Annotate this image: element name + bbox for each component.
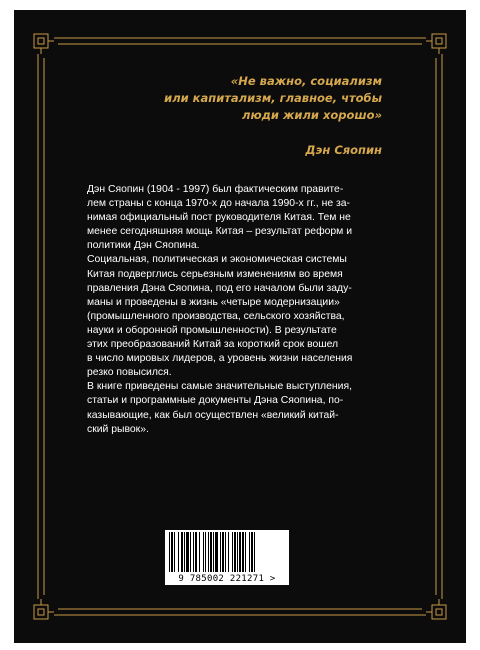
book-description [87, 183, 374, 437]
text-line: маны и проведены в жизнь «четыре модернизации» [87, 296, 340, 308]
text-line: Китая подверглись серьезным изменениям во время [87, 268, 343, 280]
corner-ornament-bl [34, 599, 54, 619]
text-line: (промышленного производства, сельского хозяйства, [87, 310, 345, 322]
text-line: нимая официальный пост руководителя Китая. Тем не [87, 212, 351, 224]
text-line: резко повысился. [87, 367, 172, 379]
text-line: правления Дэна Сяопина, под его началом были заду- [87, 282, 352, 294]
quote-line: «Не важно, социализм [230, 74, 382, 88]
text-line: В книге приведены самые значительные выступления, [87, 381, 352, 393]
text-line: Социальная, политическая и экономическая системы [87, 254, 347, 266]
corner-ornament-br [426, 599, 446, 619]
quote-line: или капитализм, главное, чтобы [164, 91, 382, 105]
quote-author: Дэн Сяопин [305, 143, 382, 157]
isbn-barcode [165, 530, 289, 585]
description-paragraph-3 [87, 380, 374, 436]
text-line: лем страны с конца 1970-х до начала 1990-х гг., не за- [87, 198, 350, 210]
text-line: статьи и программные документы Дэна Сяопина, по- [87, 395, 344, 407]
corner-ornament-tl [34, 34, 54, 54]
corner-ornament-tr [426, 34, 446, 54]
text-line: казывающие, как был осуществлен «великий китай- [87, 409, 339, 421]
description-paragraph-1 [87, 183, 374, 253]
text-line: Дэн Сяопин (1904 - 1997) был фактическим правите- [87, 184, 344, 195]
text-line: этих преобразований Китай за короткий срок вошел [87, 339, 339, 351]
text-line: в число мировых лидеров, а уровень жизни населения [87, 353, 353, 365]
text-line: науки и оборонной промышленности). В результате [87, 324, 337, 336]
quote-line: люди жили хорошо» [242, 108, 382, 122]
description-paragraph-2 [87, 253, 374, 380]
text-line: менее сегодняшняя мощь Китая – результат реформ и [87, 226, 353, 238]
text-line: ский рывок». [87, 423, 149, 435]
isbn-number: 9 785002 221271 > [178, 574, 276, 584]
text-line: политики Дэн Сяопина. [87, 240, 200, 252]
barcode-bars [169, 532, 285, 572]
epigraph-quote [122, 73, 382, 124]
